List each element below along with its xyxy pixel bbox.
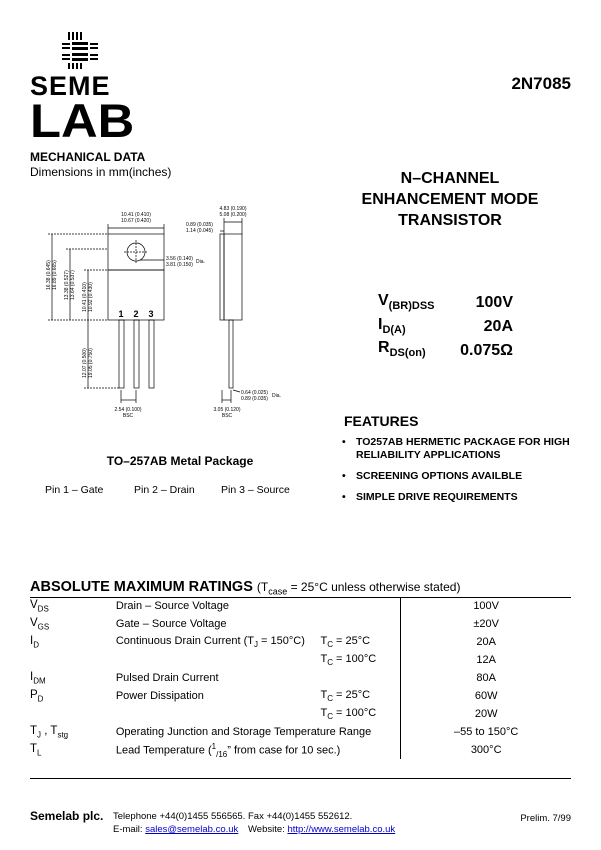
bullet-icon: • <box>342 436 346 448</box>
dim-pitch-note: BSC <box>122 413 134 419</box>
dim-hole-suffix: Dia. <box>196 259 205 265</box>
rating-value: 20A <box>401 633 571 651</box>
rating-symbol: $T_J$ , $T_{stg}$ <box>30 724 69 740</box>
rating-symbol: $V_{DS}$ <box>30 598 49 614</box>
rating-description: Drain – Source Voltage <box>115 600 229 612</box>
drawing-lead <box>149 320 154 388</box>
part-number: 2N7085 <box>511 74 571 93</box>
rating-symbol: $P_D$ <box>30 688 44 704</box>
drawing-side-tab <box>220 234 224 320</box>
table-row <box>30 723 571 741</box>
footer-company: Semelab plc. <box>30 809 104 823</box>
spec-vbrdss-value: 100V <box>475 294 513 311</box>
dim-pitch-text: 2.54 (0.100) <box>114 407 142 413</box>
package-outline-drawing <box>30 200 330 430</box>
rating-condition: $T_C = 100^\circ C$ <box>320 706 377 722</box>
pin-number-label: 1 <box>118 309 124 319</box>
rating-value: 80A <box>401 669 571 687</box>
features-title: FEATURES <box>344 413 419 429</box>
dim-side-tab-text: 1.14 (0.045) <box>186 228 213 234</box>
table-row <box>30 741 571 759</box>
footer-prelim: Prelim. 7/99 <box>520 813 571 824</box>
pin-2-label: Pin 2 – Drain <box>134 484 195 496</box>
dim-side-width-text: 5.08 (0.200) <box>219 212 247 218</box>
footer-email: E-mail: sales@semelab.co.uk <box>113 824 239 835</box>
ratings-table <box>30 597 571 759</box>
dim-hole-text: 3.81 (0.150) <box>166 262 193 268</box>
table-row <box>30 669 571 687</box>
spec-id-symbol: $I_{D(A)}$ <box>378 316 406 337</box>
table-row <box>30 597 571 615</box>
table-row <box>30 633 571 651</box>
device-title <box>330 168 570 231</box>
dim-height-tab-text: 10.92 (0.430) <box>88 282 94 312</box>
rating-description: Power Dissipation <box>115 690 204 702</box>
table-row <box>30 705 571 723</box>
device-title-line: ENHANCEMENT MODE <box>361 191 539 208</box>
mechanical-data-title: MECHANICAL DATA <box>30 150 146 164</box>
rating-value: 60W <box>401 687 571 705</box>
mechanical-data-subtitle: Dimensions in mm(inches) <box>30 165 172 179</box>
feature-item: • SIMPLE DRIVE REQUIREMENTS <box>342 491 518 503</box>
rating-value: 300°C <box>401 741 571 759</box>
dim-height-tab-text: 10.41 (0.410) <box>82 282 88 312</box>
footer-fax: Fax +44(0)1455 552612. <box>248 811 353 822</box>
features-list <box>342 436 582 512</box>
dim-height-body-text: 13.38 (0.527) <box>64 270 70 300</box>
spec-vbrdss-symbol: $V_{(BR)DSS}$ <box>378 292 435 313</box>
device-title-line: TRANSISTOR <box>398 212 502 229</box>
table-row <box>30 615 571 633</box>
rating-description: Lead Temperature ($^1_{/16}$” from case for 10 sec.) <box>115 741 341 759</box>
rating-symbol: $T_L$ <box>30 742 42 758</box>
drawing-lead <box>134 320 139 388</box>
logo-text-lab: LAB <box>30 94 135 147</box>
rating-value: 20W <box>401 705 571 723</box>
rating-condition: $T_C = 100^\circ C$ <box>320 652 377 668</box>
rating-value: 12A <box>401 651 571 669</box>
footer-phone: Telephone +44(0)1455 556565. <box>113 811 246 822</box>
dim-height-body-text: 13.64 (0.537) <box>70 270 76 300</box>
dim-width-text: 10.41 (0.410) <box>121 212 151 218</box>
pin-number-label: 3 <box>148 309 154 319</box>
footer-website: Website: http://www.semelab.co.uk <box>248 824 396 835</box>
spec-rdson-value: 0.075Ω <box>460 342 513 359</box>
dim-side-pitch-text: 3.05 (0.120) <box>213 407 241 413</box>
rating-value: –55 to 150°C <box>401 723 571 741</box>
rating-condition: $T_C = 25^\circ C$ <box>320 634 371 650</box>
drawing-lead <box>119 320 124 388</box>
dim-lead-length-text: 19.05 (0.750) <box>88 348 94 378</box>
dim-hole-text: 3.56 (0.140) <box>166 256 193 262</box>
semelab-logo-mark <box>60 30 120 70</box>
dim-side-tab-text: 0.89 (0.035) <box>186 222 213 228</box>
rating-description: Operating Junction and Storage Temperature Range <box>115 726 372 738</box>
dim-side-pitch-note: BSC <box>221 413 233 419</box>
pin-3-label: Pin 3 – Source <box>221 484 290 496</box>
ratings-condition: ($T_{case} = 25^\circ C$ unless otherwise stated) <box>256 580 461 597</box>
table-row <box>30 687 571 705</box>
table-row <box>30 651 571 669</box>
table-bottom-rule <box>30 778 571 779</box>
pin-number-label: 2 <box>133 309 139 319</box>
rating-description: Gate – Source Voltage <box>115 618 227 630</box>
rating-symbol: $V_{GS}$ <box>30 616 50 632</box>
email-link[interactable]: sales@semelab.co.uk <box>145 824 239 835</box>
dim-lead-dia-text: 0.64 (0.025) <box>241 390 268 396</box>
feature-item: • TO257AB HERMETIC PACKAGE FOR HIGH RELIABILITY APPLICATIONS <box>342 436 570 461</box>
rating-symbol: $I_{DM}$ <box>30 670 46 686</box>
drawing-side-body <box>224 234 242 320</box>
dim-height-total-text: 16.38 (0.645) <box>46 260 52 290</box>
rating-condition: $T_C = 25^\circ C$ <box>320 688 371 704</box>
bullet-icon: • <box>342 470 346 482</box>
rating-value: ±20V <box>401 615 571 633</box>
bullet-icon: • <box>342 491 346 503</box>
dim-height-total-text: 16.89 (0.665) <box>52 260 58 290</box>
dim-lead-length-text: 12.07 (0.500) <box>82 348 88 378</box>
pin-1-label: Pin 1 – Gate <box>45 484 104 496</box>
website-link[interactable]: http://www.semelab.co.uk <box>287 824 396 835</box>
dim-lead-dia-text: 0.89 (0.035) <box>241 396 268 402</box>
logo-text-seme: SEME <box>30 71 111 101</box>
rating-description: Pulsed Drain Current <box>115 672 219 684</box>
spec-id-value: 20A <box>483 318 513 335</box>
feature-item: • SCREENING OPTIONS AVAILBLE <box>342 470 523 482</box>
dim-lead-dia-suffix: Dia. <box>272 393 281 399</box>
rating-description: Continuous Drain Current $(T_J = 150^\circ C)$ <box>115 634 305 650</box>
rating-symbol: $I_D$ <box>30 634 39 650</box>
drawing-side-lead <box>229 320 233 388</box>
spec-rdson-symbol: $R_{DS(on)}$ <box>378 339 426 360</box>
package-title: TO–257AB Metal Package <box>106 454 254 468</box>
dim-side-width-text: 4.83 (0.190) <box>219 206 247 212</box>
ratings-title: ABSOLUTE MAXIMUM RATINGS ($T_{case} = 25^\circ C$ unless otherwise stated) <box>30 579 461 597</box>
dim-width-text: 10.67 (0.420) <box>121 218 151 224</box>
rating-value: 100V <box>401 597 571 615</box>
device-title-line: N–CHANNEL <box>400 170 500 187</box>
